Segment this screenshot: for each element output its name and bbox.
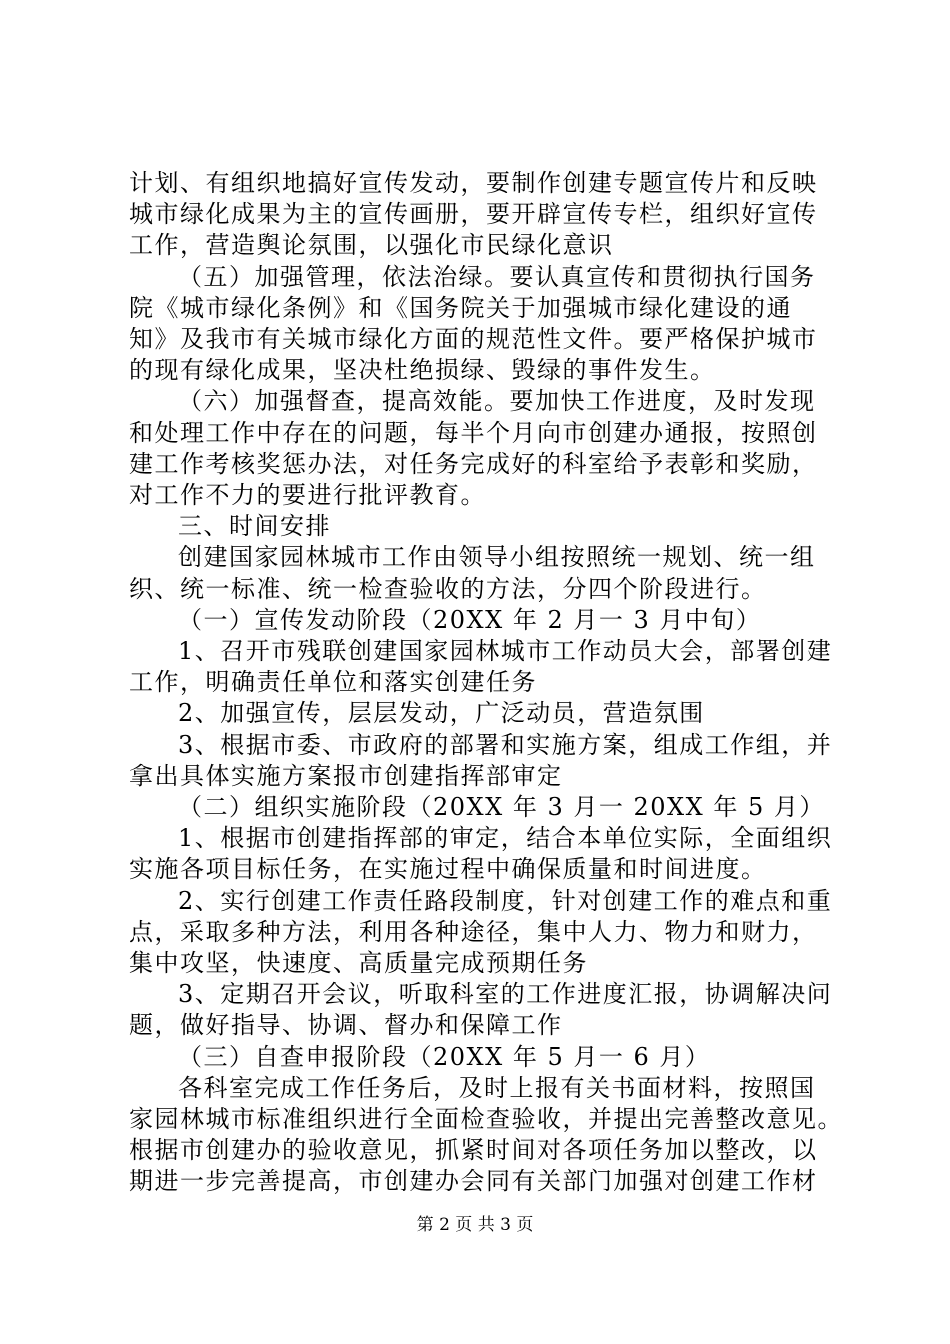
- page-footer: 第 2 页 共 3 页: [416, 1215, 534, 1235]
- text-line-10: 建工作考核奖惩办法，对任务完成好的科室给予表彰和奖励，: [129, 450, 818, 478]
- text-line-16: 1、召开市残联创建国家园林城市工作动员大会，部署创建: [178, 637, 833, 665]
- text-line-2: 城市绿化成果为主的宣传画册，要开辟宣传专栏，组织好宣传: [129, 200, 818, 228]
- text-line-24: 2、实行创建工作责任路段制度，针对创建工作的难点和重: [178, 887, 833, 915]
- text-line-7: 的现有绿化成果，坚决杜绝损绿、毁绿的事件发生。: [129, 356, 716, 384]
- text-line-26: 集中攻坚，快速度、高质量完成预期任务: [129, 949, 588, 977]
- text-line-27: 3、定期召开会议，听取科室的工作进度汇报，协调解决问: [178, 980, 833, 1008]
- text-line-5: 院《城市绿化条例》和《国务院关于加强城市绿化建设的通: [129, 294, 792, 322]
- section-heading: 三、时间安排: [178, 512, 331, 540]
- text-line-11: 对工作不力的要进行批评教育。: [129, 481, 486, 509]
- text-line-6: 知》及我市有关城市绿化方面的规范性文件。要严格保护城市: [129, 325, 818, 353]
- text-line-20: 拿出具体实施方案报市创建指挥部审定: [129, 762, 563, 790]
- text-line-1: 计划、有组织地搞好宣传发动，要制作创建专题宣传片和反映: [129, 169, 818, 197]
- text-line-17: 工作，明确责任单位和落实创建任务: [129, 668, 537, 696]
- text-line-28: 题，做好指导、协调、督办和保障工作: [129, 1011, 563, 1039]
- text-line-23: 实施各项目标任务，在实施过程中确保质量和时间进度。: [129, 855, 767, 883]
- text-line-22: 1、根据市创建指挥部的审定，结合本单位实际，全面组织: [178, 824, 833, 852]
- text-line-8: （六）加强督查，提高效能。要加快工作进度，及时发现: [178, 387, 816, 415]
- text-line-3: 工作，营造舆论氛围，以强化市民绿化意识: [129, 231, 614, 259]
- text-line-25: 点，采取多种方法，利用各种途径，集中人力、物力和财力，: [129, 918, 818, 946]
- text-line-14: 织、统一标准、统一检查验收的方法，分四个阶段进行。: [129, 575, 767, 603]
- text-line-30: 各科室完成工作任务后，及时上报有关书面材料，按照国: [178, 1074, 816, 1102]
- text-line-19: 3、根据市委、市政府的部署和实施方案，组成工作组，并: [178, 731, 833, 759]
- text-line-18: 2、加强宣传，层层发动，广泛动员，营造氛围: [178, 699, 705, 727]
- text-line-9: 和处理工作中存在的问题，每半个月向市创建办通报，按照创: [129, 419, 818, 447]
- stage-heading-3: （三）自查申报阶段（20XX 年 5 月一 6 月）: [178, 1043, 711, 1071]
- text-line-32: 根据市创建办的验收意见，抓紧时间对各项任务加以整改，以: [129, 1136, 818, 1164]
- text-line-31: 家园林城市标准组织进行全面检查验收，并提出完善整改意见。: [129, 1105, 843, 1133]
- stage-heading-2: （二）组织实施阶段（20XX 年 3 月一 20XX 年 5 月）: [178, 793, 825, 821]
- text-line-33: 期进一步完善提高，市创建办会同有关部门加强对创建工作材: [129, 1167, 818, 1195]
- text-line-13: 创建国家园林城市工作由领导小组按照统一规划、统一组: [178, 543, 816, 571]
- text-line-4: （五）加强管理，依法治绿。要认真宣传和贯彻执行国务: [178, 263, 816, 291]
- stage-heading-1: （一）宣传发动阶段（20XX 年 2 月一 3 月中旬）: [178, 606, 762, 634]
